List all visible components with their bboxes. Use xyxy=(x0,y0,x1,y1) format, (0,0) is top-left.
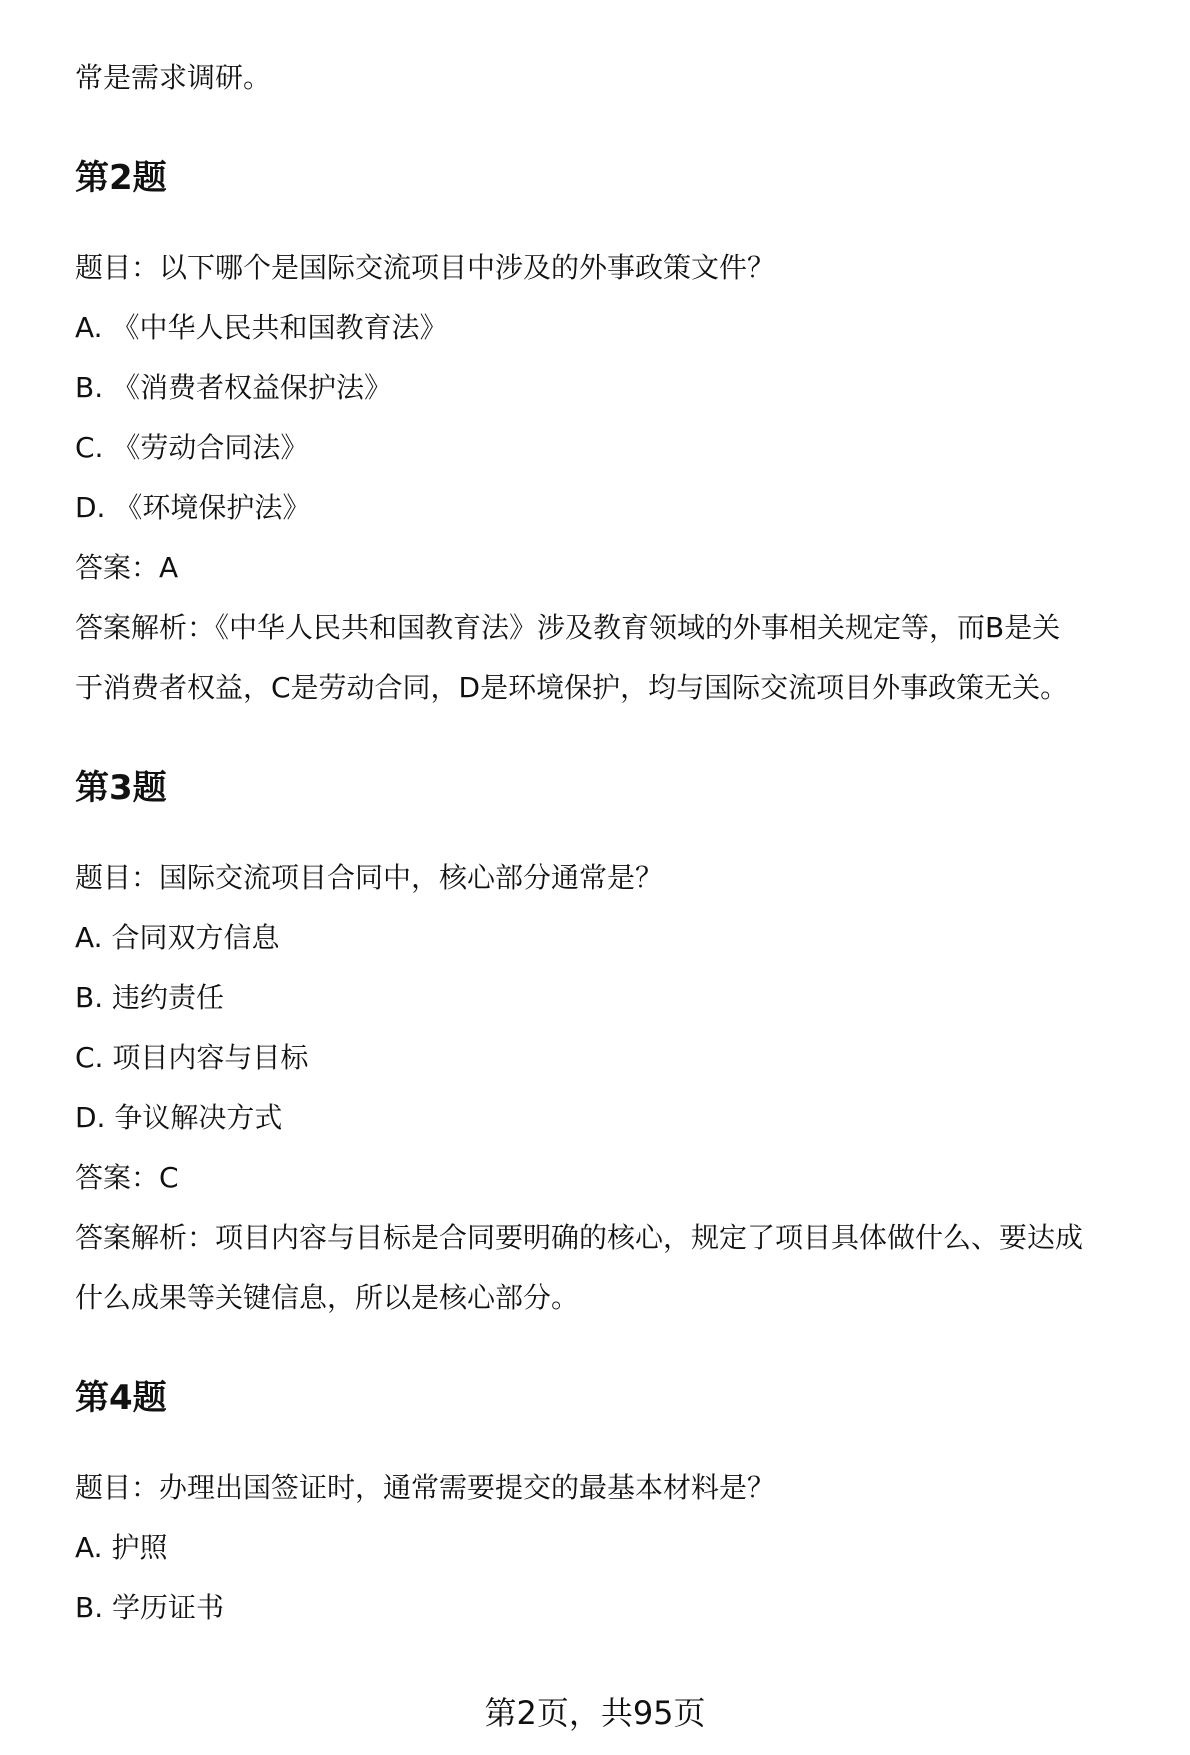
question-2-option-b: B. 《消费者权益保护法》 xyxy=(75,371,393,404)
question-2-option-c: C. 《劳动合同法》 xyxy=(75,431,309,464)
question-2-explanation-line-1: 答案解析：《中华人民共和国教育法》涉及教育领域的外事相关规定等，而B是关 xyxy=(75,611,1061,644)
question-3-explanation-line-2: 什么成果等关键信息，所以是核心部分。 xyxy=(75,1281,580,1314)
question-3-option-a: A. 合同双方信息 xyxy=(75,921,280,954)
question-2-option-d: D. 《环境保护法》 xyxy=(75,491,311,524)
question-2-answer: 答案：A xyxy=(75,551,179,584)
question-4-text: 题目：办理出国签证时，通常需要提交的最基本材料是？ xyxy=(75,1471,776,1504)
page-content xyxy=(75,48,1165,1638)
question-4-option-a: A. 护照 xyxy=(75,1531,168,1564)
question-3-answer: 答案：C xyxy=(75,1161,179,1194)
question-3-option-d: D. 争议解决方式 xyxy=(75,1101,283,1134)
question-4-title: 第4题 xyxy=(75,1378,167,1418)
page-number-footer: 第2页，共95页 xyxy=(484,1694,706,1732)
question-3-option-b: B. 违约责任 xyxy=(75,981,225,1014)
question-2-option-a: A. 《中华人民共和国教育法》 xyxy=(75,311,448,344)
question-3-option-c: C. 项目内容与目标 xyxy=(75,1041,309,1074)
question-2-title: 第2题 xyxy=(75,158,167,198)
leading-text: 常是需求调研。 xyxy=(75,61,272,94)
question-2-text: 题目：以下哪个是国际交流项目中涉及的外事政策文件？ xyxy=(75,251,776,284)
question-3-text: 题目：国际交流项目合同中，核心部分通常是？ xyxy=(75,861,664,894)
question-3-title: 第3题 xyxy=(75,768,167,808)
question-2-explanation-line-2: 于消费者权益，C是劳动合同，D是环境保护，均与国际交流项目外事政策无关。 xyxy=(75,671,1069,704)
question-4-option-b: B. 学历证书 xyxy=(75,1591,225,1624)
question-3-explanation-line-1: 答案解析：项目内容与目标是合同要明确的核心，规定了项目具体做什么、要达成 xyxy=(75,1221,1084,1254)
